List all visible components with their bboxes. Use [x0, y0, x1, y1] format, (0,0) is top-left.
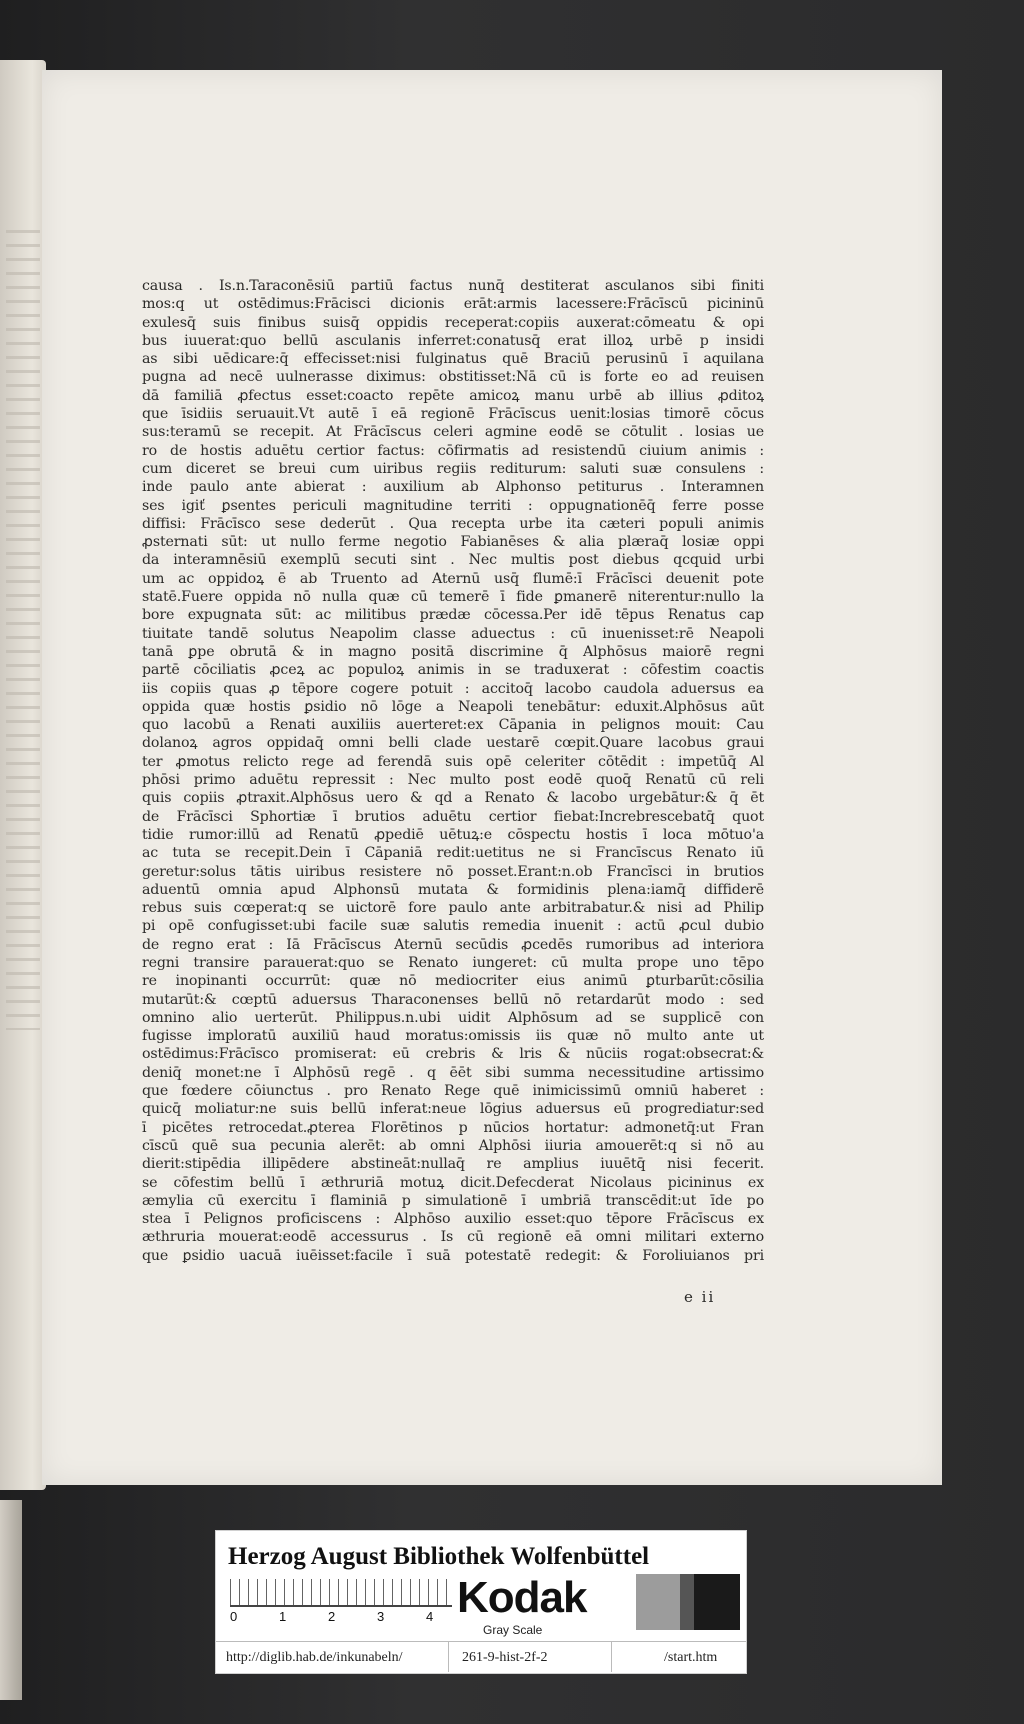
url-footer	[216, 1641, 746, 1672]
text-line: que īsidiis seruauit.Vt autē ī eā regionē Frācīscus uenit:losias timorē cōcus	[142, 406, 764, 423]
text-line: da interamnēsiū exemplū secuti sint . Nec multis post diebus qcquid urbi	[142, 552, 764, 569]
text-line: ro de hostis aduētu certior factus: cōfirmatis ad resistendū ciuium animis :	[142, 442, 764, 459]
text-line: regni transire parauerat:quo se Renato iungeret: cū multa prope uno tēpo	[142, 954, 764, 971]
start-link[interactable]: /start.htm	[664, 1650, 718, 1665]
body-text	[142, 277, 764, 1265]
text-line: statē.Fuere oppida nō nulla quæ cū temerē ī fide ꝑmanerē niterentur:nullo la	[142, 589, 764, 606]
divider	[611, 1642, 612, 1672]
divider	[448, 1642, 449, 1672]
text-line: ses igiť ꝑsentes periculi magnitudine territi : oppugnationēq̄ ferre posse	[142, 497, 764, 514]
text-line: re inopinanti occurrūt: quæ nō mediocriter eius animū ꝑturbarūt:cōsilia	[142, 973, 764, 990]
text-line: dolanoꝝ agros oppidaq̄ omni belli clade uestarē cœpit.Quare lacobus graui	[142, 735, 764, 752]
text-line: um ac oppidoꝝ ē ab Truento ad Aternū usq̄ flumē:ī Frācīsci deuenit pote	[142, 570, 764, 587]
text-line: rebus suis cœperat:q se uictorē fore paulo ante arbitrabatur.& nisi ad Philip	[142, 900, 764, 917]
gray-scale-label: Gray Scale	[483, 1623, 543, 1637]
text-line: que ꝑsidio uacuā iuēisset:facile ī suā potestatē redegit: & Foroliuianos pri	[142, 1247, 764, 1264]
text-line: tiuitate tandē solutus Neapolim classe aduectus : cū inuenisset:rē Neapoli	[142, 625, 764, 642]
shelfmark: 261-9-hist-2f-2	[462, 1650, 548, 1665]
text-line: ī picētes retrocedat.ꝓterea Florētinos p nūcios hortatur: admonetq̄:ut Fran	[142, 1119, 764, 1136]
library-name: Herzog August Bibliothek Wolfenbüttel	[228, 1543, 650, 1570]
text-line: diffisi: Frācīsco sese dederūt . Qua recepta urbe ita cæteri populi animis	[142, 515, 764, 532]
document-page	[42, 70, 942, 1485]
text-line: mutarūt:& cœptū aduersus Tharaconenses bellū nō retardarūt modo : sed	[142, 991, 764, 1008]
text-line: tidie rumor:illū ad Renatū ꝓpediē uētuꝝ:e cōspectu hostis ī loca mōtuo'a	[142, 826, 764, 843]
text-line: que fœdere cōiunctus . pro Renato Rege quē inimicissimū omniū haberet :	[142, 1083, 764, 1100]
text-line: ostēdimus:Frācīsco promiserat: eū crebris & lris & nūciis rogat:obsecrat:&	[142, 1046, 764, 1063]
text-line: aduentū omnia apud Alphonsū mutata & formidinis plena:iamq̄ diffiderē	[142, 881, 764, 898]
text-line: causa . Is.n.Taraconēsiū partiū factus nunq̄ destiterat asculanos sibi finiti	[142, 278, 764, 294]
text-line: cīscū quē sua pecunia alerēt: ab omni Alphōsi iiuria amouerēt:q si nō au	[142, 1137, 764, 1154]
text-line: bore expugnata sūt: ac militibus prædæ cōcessa.Per idē tēpus Renatus cap	[142, 607, 764, 624]
text-line: ter ꝓmotus relicto rege ad ferendā suis opē celeriter cōtēdit : impetūq̄ Al	[142, 753, 764, 770]
text-line: stea ī Pelignos proficiscens : Alphōso auxilio esset:quo tēpore Frācīscus ex	[142, 1211, 764, 1228]
text-line: de Frācīsci Sphortiæ ī brutios aduētu certior fiebat:Increbrescebatq̄ quot	[142, 808, 764, 825]
text-line: quo lacobū a Renati auxiliis auerteret:ex Cāpania in pelignos mouit: Cau	[142, 717, 764, 734]
text-line: oppida quæ hostis ꝑsidio nō lōge a Neapoli tenebātur: eduxit.Alphōsus aūt	[142, 698, 764, 715]
text-line: exulesq̄ suis finibus suisq̄ oppidis receperat:copiis auxerat:cōmeatu & opi	[142, 314, 764, 331]
signature-mark: e ii	[684, 1288, 716, 1306]
text-line: æmylia cū exercitu ī flaminiā p simulationē ī umbriā transcēdit:ut īde po	[142, 1192, 764, 1209]
text-line: fugisse imploratū auxiliū haud moratus:omissis iis quæ nō multo ante ut	[142, 1028, 764, 1045]
text-line: cum diceret se breui cum uiribus regiis rediturum: saluti suæ consulens :	[142, 460, 764, 477]
text-line: mos:q ut ostēdimus:Frācisci dicionis erāt:armis lacessere:Frācīscū picininū	[142, 296, 764, 313]
text-line: dierit:stipēdia illipēdere abstineāt:nullaq̄ re amplius iuuētq̄ nisi fecerit.	[142, 1156, 764, 1173]
digital-library-url[interactable]: http://diglib.hab.de/inkunabeln/	[226, 1650, 403, 1665]
text-line: pugna ad necē uulnerasse diximus: obstitisset:Nā cū is forte eo ad reuisen	[142, 369, 764, 386]
text-line: æthruria mouerat:eodē accessurus . Is cū regionē eā omni militari externo	[142, 1229, 764, 1246]
text-line: bus iuuerat:quo bellū asculanis inferret:conatusq̄ erat illoꝝ urbē p insidi	[142, 332, 764, 349]
gray-patch-mid	[680, 1574, 694, 1630]
text-line: quicq̄ moliatur:ne suis bellū inferat:neue lōgius aduersus eū progrediatur:sed	[142, 1101, 764, 1118]
text-line: omnino alio uerterūt. Philippus.n.ubi uidit Alphōsum ad se supplicē con	[142, 1009, 764, 1026]
text-line: phōsi primo aduētu repressit : Nec multo post eodē quoq̄ Renatū cū reli	[142, 772, 764, 789]
ruler-baseline	[230, 1605, 452, 1607]
color-target-card	[215, 1530, 747, 1674]
ruler-number: 3	[377, 1609, 385, 1624]
text-line: partē cōciliatis ꝓceꝝ ac populoꝝ animis in se traduxerat : cōfestim coactis	[142, 662, 764, 679]
text-line: tanā ꝑpe obrutā & in magno positā discrimine q̄ Alphōsus maiorē regni	[142, 643, 764, 660]
gray-patch-light	[636, 1574, 680, 1630]
text-line: ac tuta se recepit.Dein ī Cāpaniā redit:uetitus ne si Francīscus Renato iū	[142, 845, 764, 862]
binding-edge	[0, 1500, 22, 1700]
gray-patch-dark	[694, 1574, 740, 1630]
adjacent-page-edge	[0, 60, 46, 1490]
text-line: se cōfestim bellū ī æthruriā motuꝝ dicit.Defecderat Nicolaus picininus ex	[142, 1174, 764, 1191]
text-line: inde paulo ante abierat : auxilium ab Alphonso petiturus . Interamnen	[142, 479, 764, 496]
text-line: geretur:solus tātis uiribus resistere nō posset.Erant:n.ob Francīsci in brutios	[142, 863, 764, 880]
text-line: de regno erat : Iā Frācīscus Aternū secūdis ꝓcedēs rumoribus ad interiora	[142, 936, 764, 953]
ruler-number: 4	[426, 1609, 434, 1624]
text-line: dā familiā ꝓfectus esset:coacto repēte amicoꝝ manu urbē ab illius ꝓditoꝝ	[142, 387, 764, 404]
text-line: as sibi uēdicare:q̄ effecisset:nisi fulginatus quē Braciū perusinū ī aquilana	[142, 351, 764, 368]
text-line: deniq̄ monet:ne ī Alphōsū regē . q ēēt sibi summa necessitudine artissimo	[142, 1064, 764, 1081]
ruler-number: 2	[328, 1609, 336, 1624]
kodak-logo: Kodak	[457, 1573, 587, 1622]
ruler-number: 0	[230, 1609, 238, 1624]
text-line: quis copiis ꝓtraxit.Alphōsus uero & qd a Renato & lacobo urgebātur:& q̄ ēt	[142, 790, 764, 807]
text-line: pi opē confugisset:ubi facile suæ salutis remedia inuenit : actū ꝓcul dubio	[142, 918, 764, 935]
adjacent-page-text-shadow	[6, 230, 40, 1030]
text-line: iis copiis quas ꝓ tēpore cogere potuit : accitoq̄ lacobo caudola aduersus ea	[142, 680, 764, 697]
text-line: sus:teramū se recepit. At Frācīscus celeri agmine eodē se cōtulit . losias ue	[142, 424, 764, 441]
ruler-number: 1	[279, 1609, 287, 1624]
text-line: ꝓsternati sūt: ut nullo ferme negotio Fabianēses & alia plæraq̄ losiæ oppi	[142, 534, 764, 551]
ruler-ticks	[230, 1579, 452, 1605]
